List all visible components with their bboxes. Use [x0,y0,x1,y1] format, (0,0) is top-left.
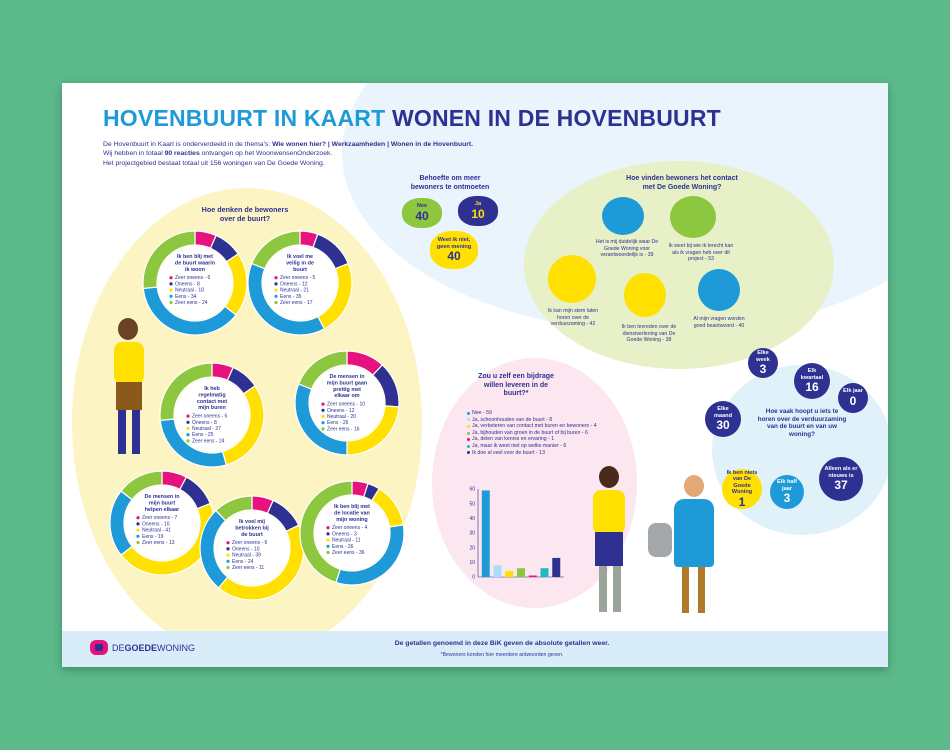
bar-legend-dot [467,425,470,428]
contact-item3: Ik kan mijn stem laten horen over de verduurzaming - 42 [547,308,599,328]
frequency-value: 1 [738,494,746,509]
frequency-bubble [794,363,830,399]
meeting-weet-label: Weet ik niet, geen mening [436,237,472,250]
legend-label: Neutraal - 27 [192,426,221,432]
y-tick-label: 60 [469,486,475,493]
donut-title: mijn buurt gaan [326,380,368,387]
legend-dot [321,409,324,412]
donut-chart-4 [295,351,399,455]
bar-legend-dot [467,438,470,441]
footer-footnote: *Bewoners konden hier meerdere antwoorden geven. [440,652,564,658]
legend-dot [326,551,329,554]
y-tick-label: 50 [469,501,475,508]
bar-legend-label: Ja, maar ik weet niet op welke manier - 6 [472,442,567,449]
bar-legend-label: Ja, verbeteren van contact met buren en bewoners - 4 [472,423,597,430]
legend-label: Eens - 26 [332,543,354,550]
donut-title: regelmatig [198,392,226,399]
legend-dot [136,541,139,544]
meeting-weet-value: 40 [447,249,461,263]
footer [62,631,888,667]
legend-label: Eens - 34 [175,293,197,300]
frequency-bubble [819,457,863,501]
legend-label: Zeer eens - 11 [232,565,265,571]
contact-speaker-icon [548,255,596,303]
donut-title: mijn buren [198,405,226,412]
legend-label: Neutraal - 21 [280,287,309,294]
bar-legend-label: Ik doe al veel voor de buurt - 13 [472,449,545,456]
donut-title: Ik ben blij met [177,254,213,260]
frequency-label: Alleen als er nieuws is [824,466,858,479]
bar [552,558,560,577]
legend-dot [274,282,277,285]
logo-text-c: WONING [157,642,196,653]
legend-dot [226,566,229,569]
meeting-ja-label: Ja [474,201,482,208]
legend-dot [136,522,139,525]
bar-legend-item [467,430,597,437]
intro-line2c: ontvangen op het WoonwensenOnderzoek. [201,150,333,158]
poster [62,83,888,667]
footer-note: De getallen genoemd in deze BiK geven de absolute getallen weer. [394,640,610,647]
donut-chart-5 [110,471,214,575]
frequency-value: 30 [716,418,730,432]
legend-label: Oneens - 10 [142,521,170,528]
legend-label: Zeer eens - 17 [280,300,313,306]
legend-dot [321,421,324,424]
meeting-nee-label: Nee [416,203,428,210]
legend-dot [274,276,277,279]
legend-dot [169,301,172,304]
contact-item5: Al mijn vragen worden goed beantwoord - 40 [693,316,745,329]
legend-label: Eens - 35 [280,293,302,300]
legend-label: Zeer oneens - 4 [332,525,368,532]
legend-dot [274,301,277,304]
donut-title: ik woon [184,266,206,273]
contact-thumbs-icon [624,273,666,317]
legend-dot [186,421,189,424]
meeting-ja-bubble [458,196,498,226]
logo [90,640,195,655]
legend-label: Oneens - 8 [192,419,217,426]
legend-label: Zeer oneens - 5 [280,275,316,282]
legend-dot [326,545,329,548]
frequency-heading: Hoe vaak hoopt u iets te horen over de verduurzaming van de buurt en van uw woning? [757,408,847,438]
frequency-label: Elke week [756,350,770,363]
y-tick-label: 30 [469,530,475,537]
donut-title: Ik heb [204,386,220,392]
bar-legend-item [467,443,597,450]
contact-item2: Ik weet bij wie ik terecht kan als ik vragen heb over dit project - 53 [668,243,734,263]
title-part1: HOVENBUURT IN KAART [103,105,386,131]
frequency-label: Elk kwartaal [800,368,824,381]
frequency-bubble [748,348,778,378]
legend-label: Eens - 19 [142,533,164,540]
legend-dot [321,427,324,430]
legend-dot [186,433,189,436]
donut-title: contact met [196,398,228,405]
legend-dot [326,532,329,535]
donut-title: veilig in de [286,260,314,267]
legend-dot [326,526,329,529]
legend-dot [169,282,172,285]
intro-line1a: De Hovenbuurt in Kaart is onderverdeeld in de thema's: [103,141,271,148]
frequency-label: Ik ben niets van De Goede Woning [726,469,758,495]
woman-figure-left [92,318,162,468]
bar-legend-item [467,450,597,457]
legend-dot [169,289,172,292]
neighbourhood-heading: Hoe denken de bewoners over de buurt? [201,205,289,223]
y-tick-label: 10 [469,559,475,566]
legend-dot [226,541,229,544]
logo-text-b: GOEDE [124,642,158,653]
donut-chart-7 [300,481,404,585]
donut-title: de buurt waarin [174,260,216,267]
frequency-value: 3 [759,362,767,376]
contact-house-icon [602,197,644,235]
frequency-label: Elk jaar [843,388,863,395]
legend-label: Zeer oneens - 7 [142,515,178,522]
bar-legend-label: Ja, delen van kennis en ervaring - 1 [472,436,555,443]
frequency-bubble [838,383,868,413]
legend-label: Zeer eens - 24 [175,300,208,306]
y-tick-label: 40 [469,515,475,522]
frequency-label: Elke maand [713,406,733,419]
bar [482,490,490,577]
legend-label: Neutraal - 39 [232,552,261,559]
legend-label: Zeer oneens - 10 [327,401,366,408]
legend-label: Oneens - 3 [332,531,357,538]
intro-line3: Het projectgebied bestaat totaal uit 156 woningen van De Goede Woning. [103,159,325,167]
legend-dot [226,547,229,550]
bar-chart [460,477,570,587]
frequency-value: 37 [834,478,848,492]
legend-dot [321,415,324,418]
legend-label: Eens - 24 [232,558,254,565]
donut-title: De mensen in [329,374,365,380]
woman-figure-center [587,466,637,616]
donut-title: Ik voel mij [238,519,266,525]
contact-item1: Het is mij duidelijk waar De Goede Woning voor verantwoordelijk is - 39 [595,239,659,259]
legend-label: Oneens - 12 [327,407,355,414]
donut-title: mijn woning [336,516,368,523]
contact-people-icon [670,196,716,238]
donut-title: Ik voel me [286,254,314,260]
bar-legend-item [467,436,597,443]
legend-label: Zeer eens - 13 [142,540,175,546]
bar-legend-dot [467,418,470,421]
frequency-value: 16 [805,380,819,394]
title-part2: WONEN IN DE HOVENBUURT [391,105,721,131]
bar-legend-label: Ja, schoonhouden van de buurt - 8 [472,416,553,423]
legend-label: Zeer eens - 36 [332,550,365,556]
legend-dot [274,295,277,298]
intro-line2b: 90 reacties [164,150,200,158]
legend-dot [136,529,139,532]
bar-legend-dot [467,451,470,454]
legend-label: Zeer oneens - 6 [192,413,228,420]
frequency-label: Elk half jaar [777,479,797,492]
legend-label: Oneens - 10 [232,546,260,553]
frequency-bubble [705,401,741,437]
frequency-value: 3 [783,491,791,505]
legend-label: Oneens - 8 [175,281,200,288]
donut-title: buurt [293,266,307,273]
legend-label: Zeer eens - 16 [327,426,360,433]
frequency-bubble [770,475,804,509]
y-tick-label: 0 [472,574,475,581]
donut-title: helpen elkaar [144,506,180,513]
contact-question-icon [698,269,740,311]
y-tick-label: 20 [469,545,475,552]
legend-dot [186,415,189,418]
bar-legend-dot [467,412,470,415]
legend-dot [136,535,139,538]
donut-title: Ik ben blij met [334,504,370,510]
legend-dot [136,516,139,519]
meeting-nee-value: 40 [415,208,429,223]
legend-dot [169,276,172,279]
bar-legend-item [467,410,597,417]
legend-dot [169,295,172,298]
meeting-nee-bubble [402,198,442,228]
bar [529,576,537,577]
meeting-weet-bubble [430,231,478,269]
frequency-value: 0 [849,393,857,408]
legend-label: Neutraal - 41 [142,527,171,534]
bar [517,568,525,577]
legend-label: Zeer eens - 24 [192,438,225,445]
legend-label: Neutraal - 20 [327,414,356,420]
contact-item4: Ik ben tevreden over de dienstverlening van De Goede Woning - 38 [621,324,677,344]
donut-title: de locatie van [334,510,370,517]
contribution-heading: Zou u zelf een bijdrage willen leveren in de buurt?* [478,373,554,397]
legend-dot [186,439,189,442]
legend-dot [226,554,229,557]
legend-label: Eens - 26 [327,420,349,427]
legend-label: Neutraal - 11 [332,537,361,544]
legend-label: Zeer oneens - 6 [232,540,268,547]
woman-figure-right [662,475,732,625]
bar-legend-item [467,423,597,430]
legend-dot [326,539,329,542]
logo-text-a: DE [112,642,125,653]
bar-legend [467,410,597,456]
meeting-ja-value: 10 [471,206,485,221]
donut-title: De mensen in [144,494,180,500]
legend-dot [226,560,229,563]
legend-label: Zeer oneens - 6 [175,275,211,282]
intro-line1b: Wie wonen hier? | Werkzaamheden | Wonen in de Hovenbuurt. [272,141,474,148]
logo-house-icon [90,640,108,655]
donut-title: betrokken bij [235,525,269,532]
bar-legend-label: Nee - 59 [472,410,492,416]
contact-heading: Hoe vinden bewoners het contact met De Goede Woning? [626,175,738,191]
donut-title: de buurt [241,531,263,538]
donut-title: prettig met [333,386,361,393]
bar [541,568,549,577]
donut-chart-6 [200,496,304,600]
donut-chart-3 [160,363,264,467]
meeting-heading: Behoefte om meer bewoners te ontmoeten [410,175,490,191]
donut-title: elkaar om [334,393,360,400]
donut-title: mijn buurt [148,500,176,507]
bar [494,565,502,577]
legend-dot [321,403,324,406]
legend-label: Oneens - 12 [280,281,308,288]
bar-legend-item [467,417,597,424]
bar [505,571,513,577]
bar-legend-label: Ja, bijhouden van groen in de buurt of bij buren - 6 [472,429,588,436]
bar-legend-dot [467,432,470,435]
legend-label: Neutraal - 18 [175,287,204,294]
legend-label: Eens - 25 [192,432,214,439]
intro-line2a: Wij hebben in totaal [103,150,163,158]
legend-dot [274,289,277,292]
donut-chart-2 [248,231,352,335]
bar-legend-dot [467,445,470,448]
legend-dot [186,427,189,430]
